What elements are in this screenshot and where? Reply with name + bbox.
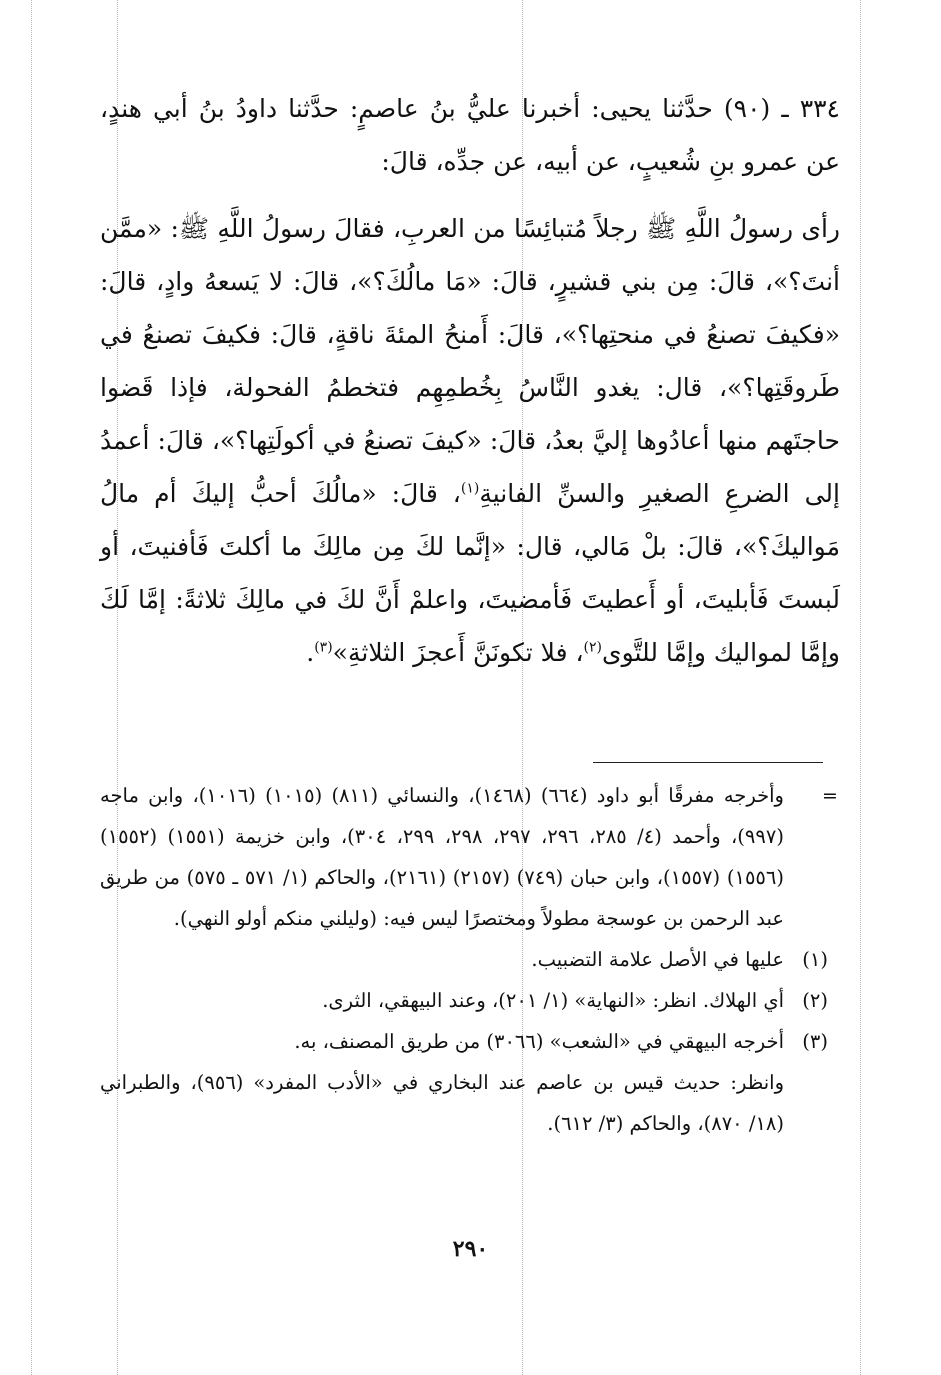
footnote-number: (١) — [802, 948, 828, 971]
hadith-body-end: . — [306, 638, 315, 667]
footnote-1 — [100, 939, 828, 980]
continuation-mark: = — [822, 785, 838, 807]
page-guide-line — [860, 0, 861, 1375]
footnotes — [100, 775, 828, 1144]
footnote-number: (٢) — [802, 989, 828, 1012]
footnote-2 — [100, 980, 828, 1021]
hadith-chain: ٣٣٤ ـ (٩٠) حدَّثنا يحيى: أخبرنا عليُّ بنُ عاصمٍ: حدَّثنا داودُ بنُ أبي هندٍ، عن عمرو بنِ شُعيبٍ، عن أبيه، عن جدِّه، قالَ: — [100, 94, 840, 176]
footnote-continuation: وأخرجه مفرقًا أبو داود (٦٦٤) (١٤٦٨)، والنسائي (٨١١) (١٠١٥) (١٠١٦)، وابن ماجه (٩٩٧)، وأحمد (٤/ ٢٨٥، ٢٩٦، ٢٩٧، ٢٩٨، ٢٩٩، ٣٠٤)، وابن خزيمة (١٥٥١) (١٥٥٢) (١٥٥٦) (١٥٥٧)، وابن حبان (٧٤٩) (٢١٥٧) (٢١٦١)، والحاكم (١/ ٥٧١ ـ ٥٧٥) من طريق عبد الرحمن بن عوسجة مطولاً ومختصرًا ليس فيه: (وليلني منكم أولو النهي). — [100, 784, 784, 930]
footnote-separator — [593, 762, 823, 763]
footnote-3 — [100, 1021, 828, 1062]
hadith-body-part: رأى رسولُ اللَّهِ ﷺ رجلاً مُتبائِسًا من العربِ، فقالَ رسولُ اللَّهِ ﷺ: «ممَّن أنتَ؟»، قالَ: مِن بني قشيرٍ، قالَ: «مَا مالُكَ؟»، قالَ: لا يَسعهُ وادٍ، قالَ: «فكيفَ تصنعُ في منحتِها؟»، قالَ: أَمنحُ المئةَ ناقةٍ، قالَ: فكيفَ تصنعُ في طَروقَتِها؟»، قال: يغدو النَّاسُ بِخُطمِهِم فتخطمُ الفحولة، فإذا قَضوا حاجتَهم منها أعادُوها إليَّ بعدُ، قالَ: «كيفَ تصنعُ في أكولَتِها؟»، قالَ: أعمدُ إلى الضرعِ الصغيرِ والسنِّ الفانيةِ — [100, 214, 840, 508]
page-number: ٢٩٠ — [452, 1236, 489, 1262]
footnote-ref-1: (١) — [460, 480, 480, 497]
footnote-number: (٣) — [802, 1030, 828, 1053]
footnote-ref-2: (٢) — [583, 639, 603, 656]
footnote-text: أخرجه البيهقي في «الشعب» (٣٠٦٦) من طريق المصنف، به. — [294, 1030, 784, 1053]
footnote-text: عليها في الأصل علامة التضبيب. — [531, 948, 784, 971]
footnote-3-continued: وانظر: حديث قيس بن عاصم عند البخاري في «الأدب المفرد» (٩٥٦)، والطبراني (١٨/ ٨٧٠)، والحاكم (٣/ ٦١٢). — [100, 1071, 784, 1135]
main-text — [100, 82, 840, 679]
hadith-body — [100, 202, 840, 679]
hadith-body-part: ، فلا تكونَنَّ أَعجزَ الثلاثةِ» — [332, 638, 584, 667]
footnote-ref-3: (٣) — [314, 639, 333, 656]
hadith-body-part: ، قالَ: «مالُكَ أحبُّ إليكَ أم مالُ مَواليكَ؟»، قالَ: بلْ مَالي، قال: «إنَّما لكَ مِن مالِكَ ما أكلتَ فَأفنيتَ، أو لَبستَ فَأبليتَ، أو أَعطيتَ فَأمضيتَ، واعلمْ أَنَّ لكَ في مالِكَ ثلاثةً: إمَّا لَكَ وإمَّا لمواليك وإمَّا للتَّوى — [100, 479, 840, 667]
page-guide-line — [31, 0, 32, 1375]
footnote-text: أي الهلاك. انظر: «النهاية» (١/ ٢٠١)، وعند البيهقي، الثرى. — [322, 989, 784, 1012]
